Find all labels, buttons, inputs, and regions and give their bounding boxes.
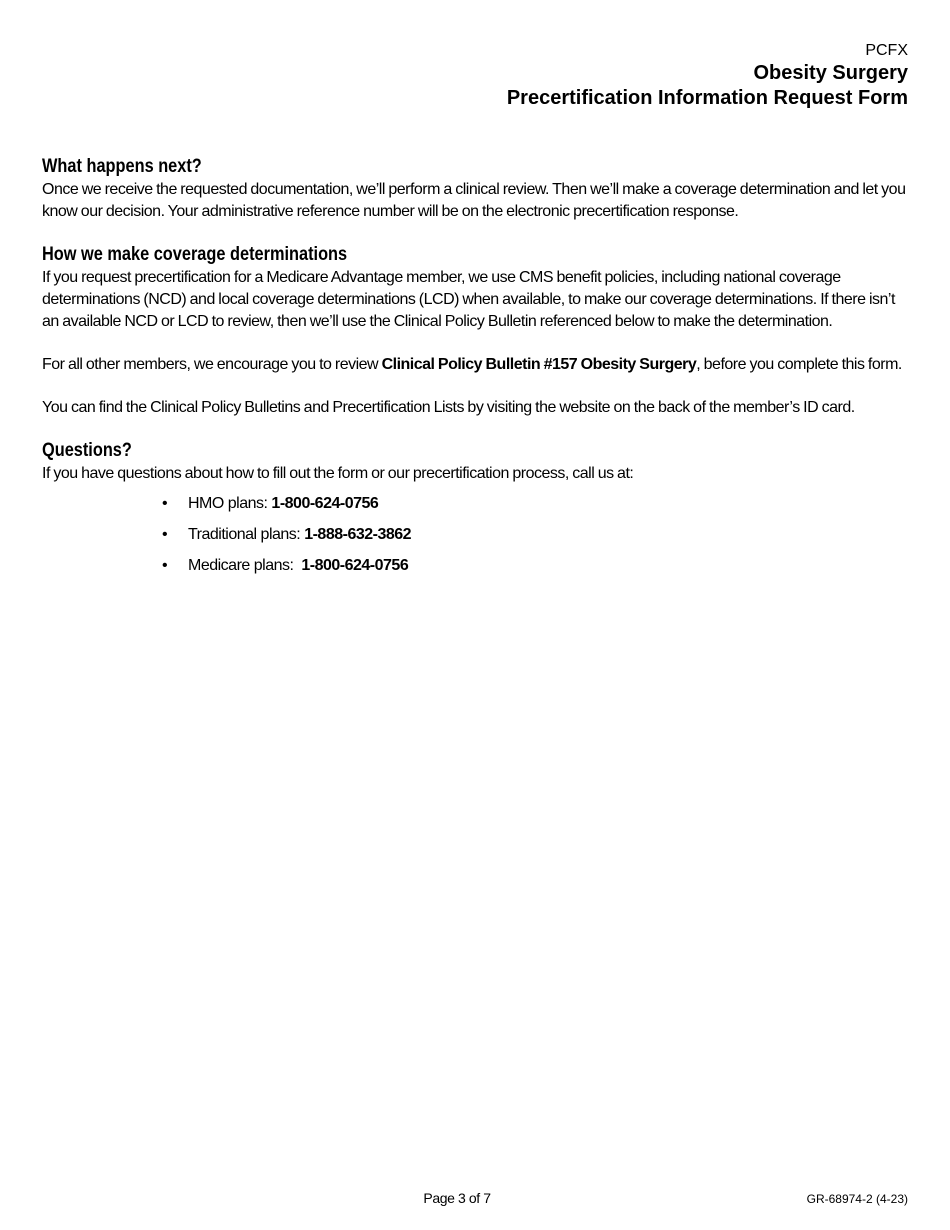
coverage-determinations-text: If you request precertification for a Medicare Advantage member, we use CMS benefit policies, including national coverage determinations (NCD) and local coverage determinations (LCD) when available, to make our coverage determinations. If there isn’t an available NCD or LCD to review, then we’ll use the Clinical Policy Bulletin referenced below to make the determination. bbox=[42, 269, 895, 330]
clinical-policy-bulletin-text bbox=[42, 354, 912, 376]
form-title: Obesity Surgery bbox=[753, 62, 908, 84]
section-heading-what-happens-next: What happens next? bbox=[42, 156, 202, 177]
bullet-icon: • bbox=[162, 526, 168, 543]
cpb-text-prefix: For all other members, we encourage you to review bbox=[42, 356, 382, 373]
list-item bbox=[42, 488, 912, 519]
phone-number: 1-888-632-3862 bbox=[304, 526, 412, 543]
plan-label: HMO plans: bbox=[188, 495, 272, 512]
document-header bbox=[507, 41, 908, 111]
section-heading-questions: Questions? bbox=[42, 440, 132, 461]
section-heading-coverage-determinations: How we make coverage determinations bbox=[42, 244, 348, 265]
form-code-label: PCFX bbox=[865, 42, 908, 59]
list-item bbox=[42, 550, 912, 581]
policy-lists-text: You can find the Clinical Policy Bulletins and Precertification Lists by visiting the website on the back of the member’s ID card. bbox=[42, 399, 855, 416]
form-subtitle: Precertification Information Request Form bbox=[506, 87, 908, 109]
contact-phone-list bbox=[42, 488, 912, 581]
phone-number: 1-800-624-0756 bbox=[301, 557, 409, 574]
cpb-reference: Clinical Policy Bulletin #157 Obesity Surgery bbox=[381, 356, 697, 373]
phone-number: 1-800-624-0756 bbox=[271, 495, 379, 512]
questions-text: If you have questions about how to fill out the form or our precertification process, call us at: bbox=[42, 465, 634, 482]
document-body bbox=[42, 155, 912, 581]
cpb-text-suffix: , before you complete this form. bbox=[696, 356, 902, 373]
plan-label: Medicare plans: bbox=[188, 557, 302, 574]
form-revision-code: GR-68974-2 (4-23) bbox=[806, 1192, 908, 1206]
what-happens-next-text: Once we receive the requested documentation, we’ll perform a clinical review. Then we’ll make a coverage determination and let you know our decision. Your administrative reference number will be on the electronic precertification response. bbox=[42, 181, 906, 220]
bullet-icon: • bbox=[162, 557, 168, 574]
page-number: Page 3 of 7 bbox=[423, 1190, 491, 1206]
plan-label: Traditional plans: bbox=[188, 526, 305, 543]
bullet-icon: • bbox=[162, 495, 168, 512]
list-item bbox=[42, 519, 912, 550]
